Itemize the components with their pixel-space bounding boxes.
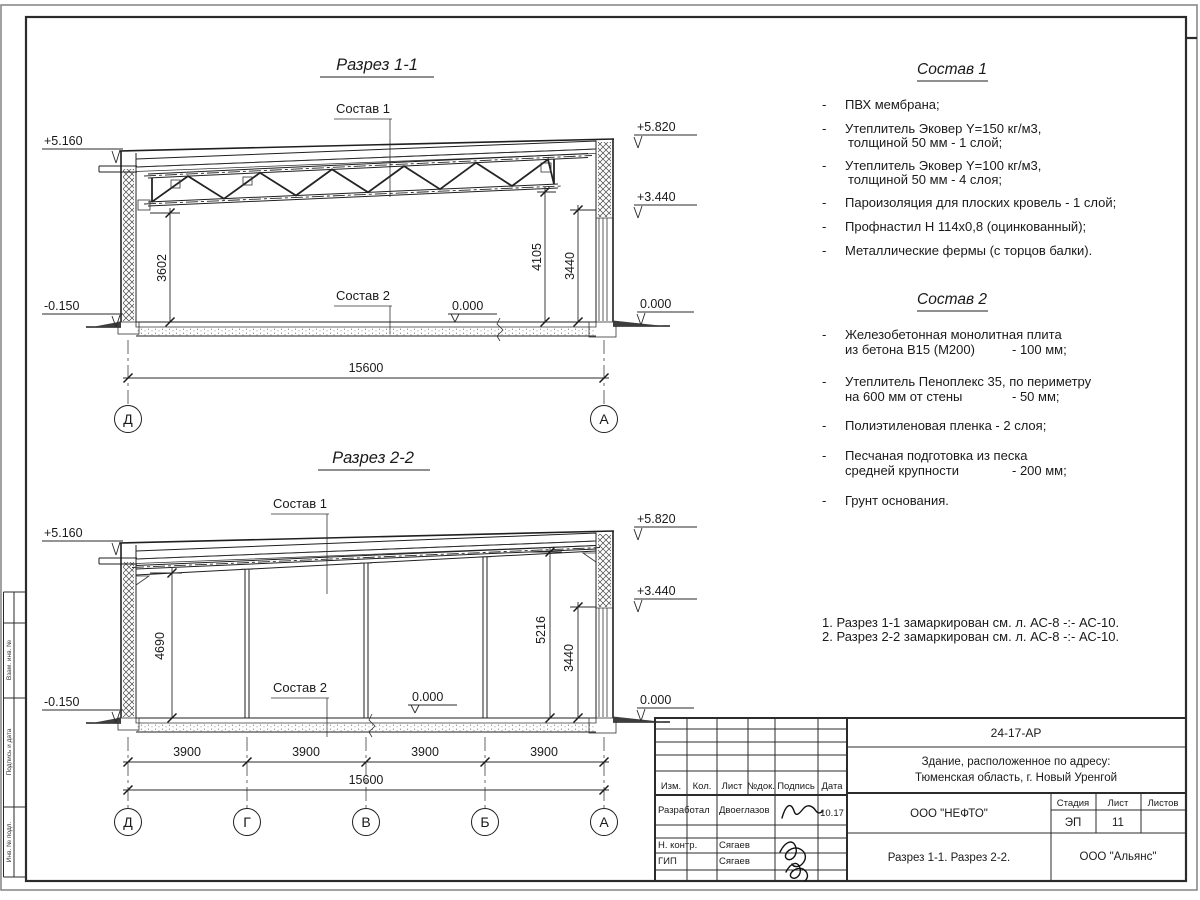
tb-company: ООО "НЕФТО" (910, 808, 988, 820)
section2-title: Разрез 2-2 (332, 449, 414, 467)
svg-text:3900: 3900 (292, 745, 320, 759)
tb-header-kol: Кол. (692, 781, 712, 792)
section2-sostav2-label: Состав 2 (273, 680, 327, 695)
svg-text:15600: 15600 (348, 773, 384, 787)
section2-dim-4690 (150, 568, 182, 723)
tb-project-line2: Тюменская область, г. Новый Уренгой (914, 772, 1118, 784)
tb-sheet-label: Лист (1107, 798, 1129, 809)
side-label-podpis: Подпись и дата (6, 728, 13, 776)
side-label-vzam: Взам. инв. № (6, 639, 13, 681)
svg-text:0.000: 0.000 (640, 693, 672, 707)
tb-header-izm: Изм. (660, 781, 682, 792)
svg-text:+5.160: +5.160 (44, 526, 83, 540)
section1-dim-3602 (150, 208, 180, 327)
svg-text:+5.820: +5.820 (637, 120, 676, 134)
tb-doc-code: 24-17-АР (990, 726, 1042, 740)
sostav1-list (822, 61, 1116, 258)
tb-subtitle: Разрез 1-1. Разрез 2-2. (887, 852, 1011, 864)
title-block (655, 718, 1186, 881)
signature-nkontr (780, 842, 805, 867)
sostav1-heading: Состав 1 (917, 61, 987, 78)
list-item: Металлические фермы (с торцов балки). (845, 243, 1093, 258)
svg-text:0.000: 0.000 (452, 299, 484, 313)
tb-name-dvoeglazov: Двоеглазов (719, 805, 770, 816)
list-item-value: - 100 мм; (1012, 342, 1067, 357)
list-item: Профнастил Н 114х0,8 (оцинкованный); (845, 219, 1087, 234)
tb-role-nkontr: Н. контр. (658, 840, 698, 851)
svg-text:3440: 3440 (563, 252, 577, 280)
axis-bubble: В (361, 814, 371, 830)
tb-stage-value: ЭП (1064, 817, 1082, 829)
notes (822, 615, 1119, 644)
svg-text:+5.160: +5.160 (44, 134, 83, 148)
axis-bubble: Д (123, 814, 133, 830)
tb-sheets-label: Листов (1147, 798, 1179, 809)
list-item: из бетона В15 (М200) (845, 342, 975, 357)
axis-bubble: Г (243, 814, 251, 830)
section-2-2 (42, 449, 697, 836)
tb-header-list: Лист (721, 781, 743, 792)
tb-header-ndok: №док. (747, 781, 775, 792)
list-item: Утеплитель Эковер Y=150 кг/м3, (845, 121, 1042, 136)
tb-name-syagaev1: Сягаев (719, 840, 750, 851)
svg-text:-: - (822, 418, 827, 433)
section2-dim-3440 (562, 602, 596, 723)
svg-text:-: - (822, 97, 827, 112)
axis-bubble: Б (480, 814, 490, 830)
tb-header-podpis: Подпись (777, 781, 815, 792)
list-item: Полиэтиленовая пленка - 2 слоя; (845, 418, 1047, 433)
section1-title: Разрез 1-1 (336, 56, 418, 74)
svg-text:-: - (822, 243, 827, 258)
list-item: на 600 мм от стены (845, 389, 963, 404)
section2-sostav1-label: Состав 1 (273, 496, 327, 511)
svg-text:-: - (822, 121, 827, 136)
side-label-inv: Инв. № подл. (6, 821, 13, 863)
section1-dim-3440 (563, 205, 596, 327)
svg-text:-: - (822, 448, 827, 463)
list-item: толщиной 50 мм - 4 слоя; (848, 172, 1003, 187)
svg-text:5216: 5216 (534, 616, 548, 644)
svg-text:+5.820: +5.820 (637, 512, 676, 526)
sostav2-list (822, 291, 1092, 508)
svg-text:3900: 3900 (411, 745, 439, 759)
axis-bubble: А (599, 814, 609, 830)
list-item: Утеплитель Пеноплекс 35, по периметру (845, 374, 1092, 389)
svg-text:3440: 3440 (562, 644, 576, 672)
list-item: Утеплитель Эковер Y=100 кг/м3, (845, 158, 1042, 173)
list-item: Песчаная подготовка из песка (845, 448, 1028, 463)
svg-text:15600: 15600 (348, 361, 384, 375)
tb-role-razrabotal: Разработал (658, 805, 710, 816)
section1-sostav1-label: Состав 1 (336, 101, 390, 116)
svg-text:3602: 3602 (155, 254, 169, 282)
svg-text:0.000: 0.000 (640, 297, 672, 311)
svg-text:0.000: 0.000 (412, 690, 444, 704)
svg-text:3900: 3900 (173, 745, 201, 759)
tb-sheet-value: 11 (1112, 817, 1124, 829)
svg-text:-: - (822, 195, 827, 210)
tb-date: 10.17 (820, 808, 844, 819)
sostav2-heading: Состав 2 (917, 291, 987, 308)
note-line: 1. Разрез 1-1 замаркирован см. л. АС-8 -:- АС-10. (822, 615, 1120, 630)
axis-bubble: А (599, 411, 609, 427)
section2-span-dims (115, 737, 618, 836)
list-item: средней крупности (845, 463, 959, 478)
tb-name-syagaev2: Сягаев (719, 856, 750, 867)
signature-razrabotal (782, 806, 823, 818)
list-item: ПВХ мембрана; (845, 97, 940, 112)
section-1-1 (42, 56, 697, 433)
note-line: 2. Разрез 2-2 замаркирован см. л. АС-8 -:- АС-10. (822, 629, 1120, 644)
section1-sostav2-label: Состав 2 (336, 288, 390, 303)
tb-project-line1: Здание, расположенное по адресу: (921, 756, 1111, 768)
svg-text:-: - (822, 327, 827, 342)
list-item: Пароизоляция для плоских кровель - 1 слой; (845, 195, 1117, 210)
list-item-value: - 200 мм; (1012, 463, 1067, 478)
svg-text:+3.440: +3.440 (637, 190, 676, 204)
section2-dim-5216 (530, 547, 562, 723)
svg-text:3900: 3900 (530, 745, 558, 759)
section1-dim-4105 (530, 187, 556, 327)
side-stamp-strip (4, 592, 27, 877)
list-item: толщиной 50 мм - 1 слой; (848, 135, 1003, 150)
svg-text:+3.440: +3.440 (637, 584, 676, 598)
svg-text:-: - (822, 493, 827, 508)
svg-text:-: - (822, 158, 827, 173)
svg-text:-: - (822, 374, 827, 389)
roof-truss (138, 154, 592, 211)
tb-role-gip: ГИП (658, 856, 677, 867)
axis-bubble: Д (123, 411, 133, 427)
tb-firm: ООО "Альянс" (1079, 851, 1157, 863)
list-item-value: - 50 мм; (1012, 389, 1060, 404)
svg-text:4690: 4690 (153, 632, 167, 660)
svg-text:-0.150: -0.150 (44, 299, 80, 313)
svg-text:-: - (822, 219, 827, 234)
list-item: Грунт основания. (845, 493, 949, 508)
section1-span-dim (115, 340, 618, 433)
svg-text:-0.150: -0.150 (44, 695, 80, 709)
svg-text:4105: 4105 (530, 243, 544, 271)
tb-stage-label: Стадия (1056, 798, 1090, 809)
tb-header-data: Дата (821, 781, 843, 792)
list-item: Железобетонная монолитная плита (845, 327, 1062, 342)
